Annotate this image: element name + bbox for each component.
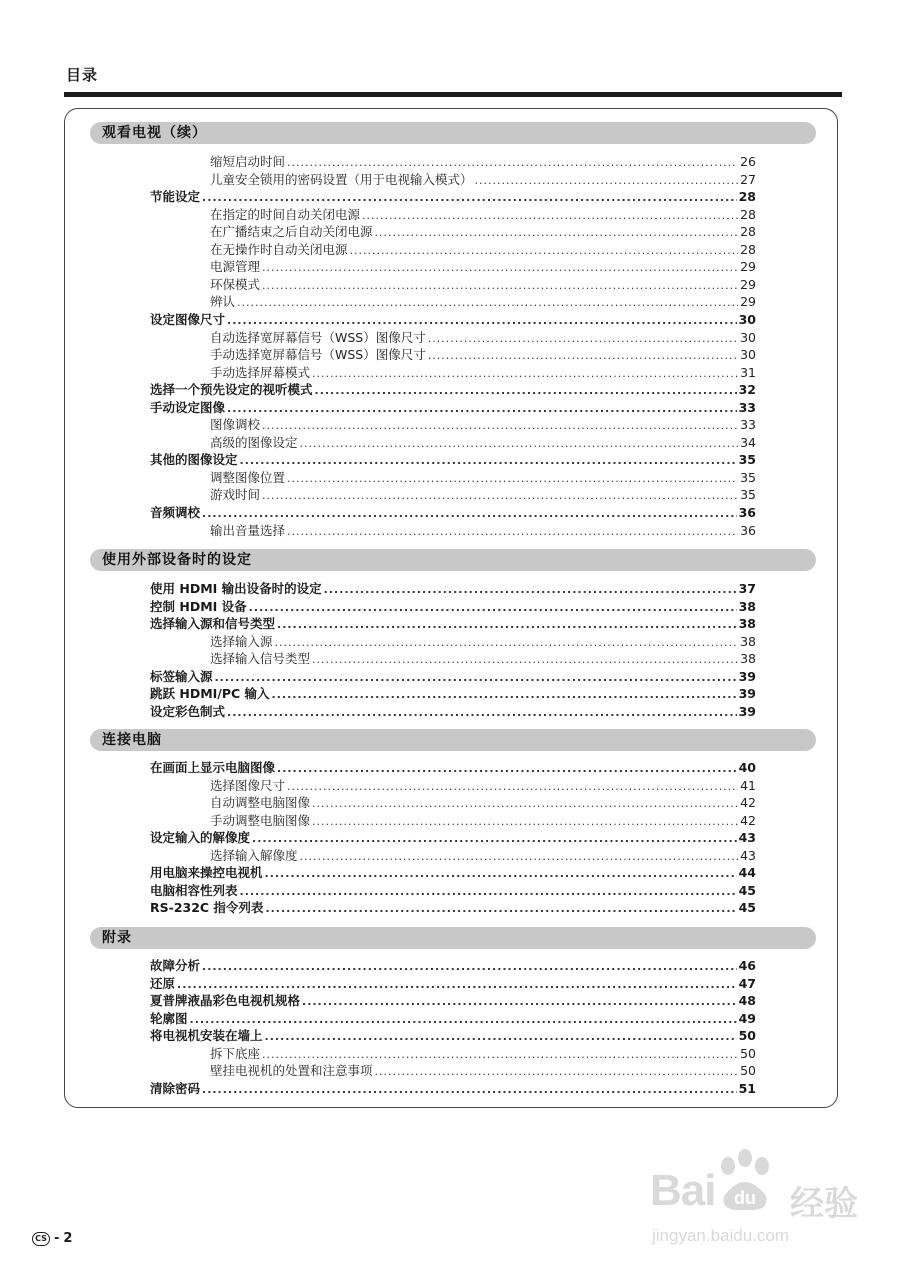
- dot-leader: [312, 365, 738, 382]
- dot-leader: [177, 976, 737, 993]
- toc-entry-label: 还原: [150, 976, 176, 991]
- toc-entry-page: 47: [738, 976, 756, 991]
- toc-entry-label: RS-232C 指令列表: [150, 900, 264, 915]
- toc-entry: [150, 829, 756, 846]
- dot-leader: [227, 312, 737, 329]
- toc-entry: [150, 381, 756, 398]
- toc-entry: [210, 469, 756, 486]
- toc-entry-label: 辨认: [210, 294, 236, 309]
- toc-entry-label: 跳跃 HDMI/PC 输入: [150, 686, 270, 701]
- dot-leader: [227, 704, 737, 721]
- toc-entry: [150, 615, 756, 632]
- toc-entry-label: 手动选择宽屏幕信号（WSS）图像尺寸: [210, 347, 426, 362]
- toc-entry-label: 其他的图像设定: [150, 452, 238, 467]
- page-title: 目录: [66, 66, 99, 84]
- toc-entry-page: 50: [740, 1046, 756, 1061]
- toc-entry-label: 游戏时间: [210, 487, 261, 502]
- toc-entry-label: 在广播结束之后自动关闭电源: [210, 224, 373, 239]
- toc-entry-page: 26: [740, 154, 756, 169]
- toc-entry-page: 30: [738, 312, 756, 327]
- toc-entry-page: 35: [740, 470, 756, 485]
- toc-entry-label: 儿童安全锁用的密码设置（用于电视输入模式）: [210, 172, 473, 187]
- toc-entry: [150, 504, 756, 521]
- toc-entry: [210, 364, 756, 381]
- toc-entry-page: 51: [738, 1081, 756, 1096]
- dot-leader: [262, 1046, 738, 1063]
- page-footer: [32, 1231, 72, 1246]
- paw-icon: [710, 1148, 780, 1218]
- toc-entry-label: 电源管理: [210, 259, 261, 274]
- toc-entry-label: 设定图像尺寸: [150, 312, 226, 327]
- toc-entry-page: 44: [738, 865, 756, 880]
- toc-entry-label: 用电脑来操控电视机: [150, 865, 263, 880]
- toc-entry-label: 自动调整电脑图像: [210, 795, 311, 810]
- toc-entry: [210, 416, 756, 433]
- dot-leader: [237, 294, 738, 311]
- toc-entry-page: 29: [740, 294, 756, 309]
- toc-entry-label: 缩短启动时间: [210, 154, 286, 169]
- toc-entry-page: 45: [738, 900, 756, 915]
- dot-leader: [202, 189, 737, 206]
- toc-entry-label: 控制 HDMI 设备: [150, 599, 247, 614]
- dot-leader: [272, 686, 737, 703]
- toc-entry-label: 设定输入的解像度: [150, 830, 251, 845]
- dot-leader: [277, 760, 737, 777]
- toc-entry-page: 39: [738, 669, 756, 684]
- toc-entry-page: 35: [740, 487, 756, 502]
- toc-entry: [150, 864, 756, 881]
- toc-entry-page: 49: [738, 1011, 756, 1026]
- toc-entry: [150, 1010, 756, 1027]
- toc-entry-label: 选择一个预先设定的视听模式: [150, 382, 313, 397]
- toc-entry: [210, 847, 756, 864]
- toc-entry-label: 选择输入解像度: [210, 848, 298, 863]
- toc-entry-page: 50: [740, 1063, 756, 1078]
- toc-entry: [210, 223, 756, 240]
- toc-entry-label: 壁挂电视机的处置和注意事项: [210, 1063, 373, 1078]
- toc-entry-page: 42: [740, 795, 756, 810]
- toc-entry: [150, 1080, 756, 1097]
- dot-leader: [190, 1011, 737, 1028]
- toc-entry-page: 29: [740, 277, 756, 292]
- toc-entry-label: 输出音量选择: [210, 523, 286, 538]
- toc-entry-label: 标签输入源: [150, 669, 213, 684]
- toc-entry-page: 36: [740, 523, 756, 538]
- section-header: 使用外部设备时的设定: [90, 549, 816, 571]
- dot-leader: [300, 435, 739, 452]
- toc-entry-label: 选择输入信号类型: [210, 651, 311, 666]
- toc-entry: [150, 759, 756, 776]
- toc-entry-page: 43: [740, 848, 756, 863]
- dot-leader: [262, 259, 738, 276]
- toc-entry: [210, 346, 756, 363]
- toc-entry-page: 30: [740, 347, 756, 362]
- toc-entry-page: 31: [740, 365, 756, 380]
- toc-entry-page: 29: [740, 259, 756, 274]
- dot-leader: [287, 154, 738, 171]
- dot-leader: [300, 848, 739, 865]
- dot-leader: [428, 347, 738, 364]
- toc-entry: [210, 293, 756, 310]
- toc-entry: [210, 153, 756, 170]
- toc-entry-label: 将电视机安装在墙上: [150, 1028, 263, 1043]
- dot-leader: [277, 616, 737, 633]
- toc-entry: [210, 258, 756, 275]
- toc-entry: [210, 522, 756, 539]
- toc-entry: [150, 580, 756, 597]
- toc-entry: [150, 703, 756, 720]
- toc-entry-page: 41: [740, 778, 756, 793]
- dot-leader: [350, 242, 739, 259]
- dot-leader: [315, 382, 737, 399]
- toc-entry-label: 设定彩色制式: [150, 704, 226, 719]
- toc-entry-page: 27: [740, 172, 756, 187]
- toc-entry-page: 30: [740, 330, 756, 345]
- dot-leader: [215, 669, 737, 686]
- dot-leader: [240, 883, 737, 900]
- dot-leader: [262, 417, 738, 434]
- toc-entry-page: 32: [738, 382, 756, 397]
- toc-entry: [150, 992, 756, 1009]
- dot-leader: [302, 993, 737, 1010]
- watermark-suffix: 经验: [790, 1184, 858, 1224]
- dot-leader: [375, 224, 739, 241]
- toc-entry-label: 在画面上显示电脑图像: [150, 760, 276, 775]
- watermark-logo: Bai: [650, 1166, 716, 1215]
- toc-entry-page: 40: [738, 760, 756, 775]
- dot-leader: [240, 452, 737, 469]
- dot-leader: [375, 1063, 739, 1080]
- toc-entry: [210, 276, 756, 293]
- baidu-watermark: [650, 1148, 870, 1258]
- dot-leader: [287, 523, 738, 540]
- toc-entry-label: 在无操作时自动关闭电源: [210, 242, 348, 257]
- toc-entry-label: 在指定的时间自动关闭电源: [210, 207, 361, 222]
- toc-entry-label: 清除密码: [150, 1081, 201, 1096]
- toc-entry-page: 48: [738, 993, 756, 1008]
- toc-entry: [150, 311, 756, 328]
- section-header: 观看电视（续）: [90, 122, 816, 144]
- toc-entry-page: 39: [738, 704, 756, 719]
- toc-entry: [210, 171, 756, 188]
- dot-leader: [428, 330, 738, 347]
- toc-entry-label: 图像调校: [210, 417, 261, 432]
- toc-entry-label: 环保模式: [210, 277, 261, 292]
- toc-entry-label: 选择输入源和信号类型: [150, 616, 276, 631]
- dot-leader: [312, 795, 738, 812]
- toc-entry: [150, 668, 756, 685]
- toc-entry-page: 38: [740, 634, 756, 649]
- toc-entry-label: 拆下底座: [210, 1046, 261, 1061]
- toc-entry-page: 28: [740, 224, 756, 239]
- toc-entry-label: 节能设定: [150, 189, 201, 204]
- title-rule: [64, 92, 842, 97]
- toc-entry-page: 28: [738, 189, 756, 204]
- toc-entry-page: 39: [738, 686, 756, 701]
- toc-entry-page: 28: [740, 207, 756, 222]
- toc-entry-label: 轮廓图: [150, 1011, 188, 1026]
- watermark-url: jingyan.baidu.com: [652, 1226, 790, 1245]
- dot-leader: [287, 470, 738, 487]
- language-mark: CS: [32, 1232, 50, 1246]
- toc-entry: [210, 633, 756, 650]
- toc-entry-label: 手动选择屏幕模式: [210, 365, 311, 380]
- toc-entry: [150, 451, 756, 468]
- dot-leader: [262, 487, 738, 504]
- dot-leader: [312, 813, 738, 830]
- toc-entry-page: 36: [738, 505, 756, 520]
- toc-entry-page: 37: [738, 581, 756, 596]
- toc-entry-page: 38: [740, 651, 756, 666]
- toc-entry-page: 34: [740, 435, 756, 450]
- dot-leader: [202, 1081, 737, 1098]
- toc-entry: [150, 899, 756, 916]
- toc-entry-page: 43: [738, 830, 756, 845]
- toc-entry-page: 46: [738, 958, 756, 973]
- toc-entry-label: 使用 HDMI 输出设备时的设定: [150, 581, 322, 596]
- toc-entry: [210, 812, 756, 829]
- toc-entry-label: 手动调整电脑图像: [210, 813, 311, 828]
- toc-entry-page: 33: [738, 400, 756, 415]
- toc-entry-page: 35: [738, 452, 756, 467]
- toc-entry-label: 调整图像位置: [210, 470, 286, 485]
- toc-entry-label: 选择输入源: [210, 634, 273, 649]
- toc-entry: [150, 399, 756, 416]
- toc-entry-label: 夏普牌液晶彩色电视机规格: [150, 993, 301, 1008]
- toc-entry: [210, 486, 756, 503]
- paw-text: du: [734, 1188, 756, 1208]
- toc-entry-page: 38: [738, 616, 756, 631]
- toc-entry: [150, 975, 756, 992]
- footer-separator: -: [54, 1231, 60, 1246]
- toc-entry: [210, 241, 756, 258]
- page-number: 2: [63, 1231, 73, 1246]
- toc-entry: [210, 650, 756, 667]
- toc-entry-page: 28: [740, 242, 756, 257]
- toc-entry: [150, 188, 756, 205]
- dot-leader: [265, 900, 736, 917]
- section-header: 附录: [90, 927, 816, 949]
- toc-entry-page: 42: [740, 813, 756, 828]
- toc-entry-label: 故障分析: [150, 958, 201, 973]
- dot-leader: [265, 1028, 737, 1045]
- toc-entry-label: 音频调校: [150, 505, 201, 520]
- toc-entry: [210, 794, 756, 811]
- dot-leader: [202, 958, 737, 975]
- dot-leader: [262, 277, 738, 294]
- toc-entry-label: 手动设定图像: [150, 400, 226, 415]
- toc-entry: [150, 598, 756, 615]
- dot-leader: [312, 651, 738, 668]
- toc-entry: [150, 685, 756, 702]
- toc-entry-page: 45: [738, 883, 756, 898]
- section-header: 连接电脑: [90, 729, 816, 751]
- dot-leader: [202, 505, 737, 522]
- toc-entry-page: 33: [740, 417, 756, 432]
- dot-leader: [265, 865, 737, 882]
- toc-entry-label: 自动选择宽屏幕信号（WSS）图像尺寸: [210, 330, 426, 345]
- toc-entry: [210, 1062, 756, 1079]
- dot-leader: [275, 634, 739, 651]
- toc-entry-label: 电脑相容性列表: [150, 883, 238, 898]
- dot-leader: [287, 778, 738, 795]
- toc-entry: [210, 777, 756, 794]
- dot-leader: [227, 400, 737, 417]
- toc-entry-page: 50: [738, 1028, 756, 1043]
- dot-leader: [324, 581, 737, 598]
- toc-entry: [210, 434, 756, 451]
- toc-entry: [150, 957, 756, 974]
- toc-entry-page: 38: [738, 599, 756, 614]
- dot-leader: [252, 830, 737, 847]
- toc-entry-label: 高级的图像设定: [210, 435, 298, 450]
- toc-entry: [150, 1027, 756, 1044]
- dot-leader: [362, 207, 738, 224]
- toc-entry: [210, 206, 756, 223]
- toc-entry: [210, 329, 756, 346]
- toc-entry: [210, 1045, 756, 1062]
- toc-entry: [150, 882, 756, 899]
- dot-leader: [475, 172, 739, 189]
- toc-entry-label: 选择图像尺寸: [210, 778, 286, 793]
- dot-leader: [249, 599, 737, 616]
